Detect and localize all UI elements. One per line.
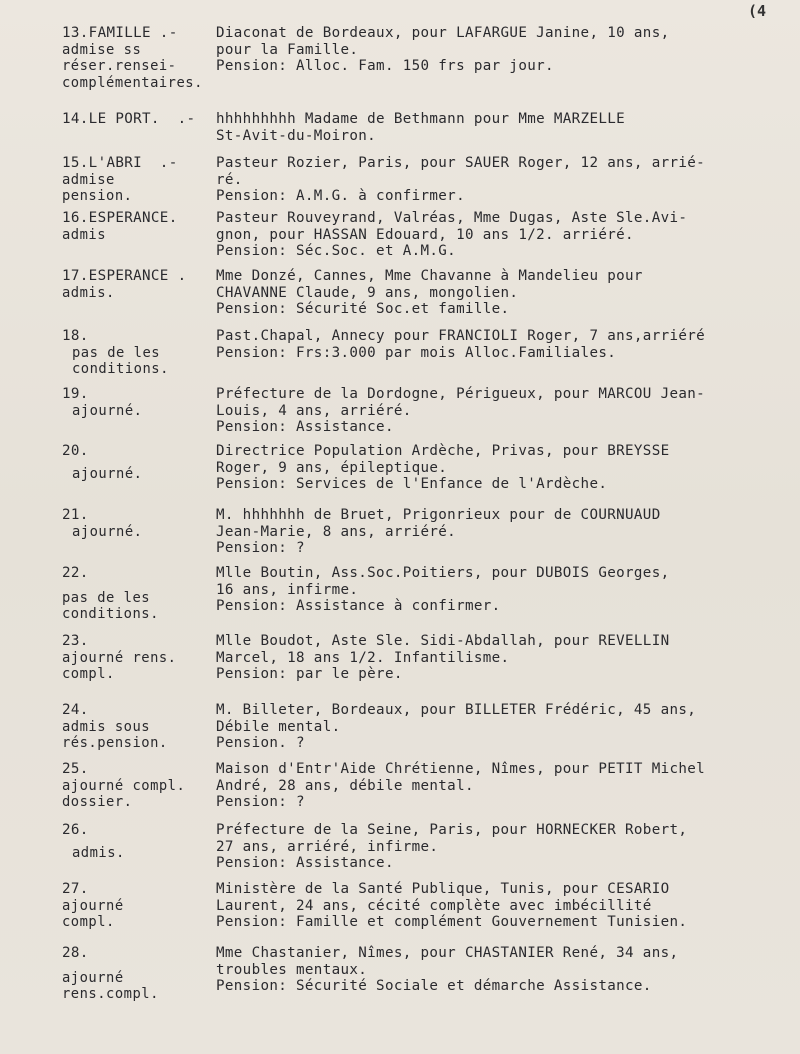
entry-status bbox=[62, 945, 214, 1003]
entry-text bbox=[216, 155, 776, 205]
entry-text-line: Pension: Sécurité Soc.et famille. bbox=[216, 301, 510, 317]
entry-text-line: Past.Chapal, Annecy pour FRANCIOLI Roger, 7 ans,arriéré bbox=[216, 328, 706, 344]
entry-text-line: gnon, pour HASSAN Edouard, 10 ans 1/2. arriéré. bbox=[216, 226, 634, 243]
entry-text-line: Pension: ? bbox=[216, 540, 305, 556]
entry-status-line: pas de les bbox=[72, 344, 161, 361]
entry-status bbox=[62, 881, 214, 931]
entry-status bbox=[62, 761, 214, 811]
entry-heading: 26. bbox=[62, 822, 89, 838]
entry-text-line: M. Billeter, Bordeaux, pour BILLETER Frédéric, 45 ans, bbox=[216, 702, 697, 718]
entry-text bbox=[216, 25, 776, 75]
entry-text-line: Mme Chastanier, Nîmes, pour CHASTANIER René, 34 ans, bbox=[216, 945, 679, 961]
entry-text bbox=[216, 565, 776, 615]
entry-heading: 27. bbox=[62, 881, 89, 897]
entry-text-line: Mme Donzé, Cannes, Mme Chavanne à Mandelieu pour bbox=[216, 268, 643, 284]
entry-status-line: rés.pension. bbox=[62, 735, 168, 751]
entry-heading: 13.FAMILLE .- bbox=[62, 25, 178, 41]
entry-text-line: Pension: Séc.Soc. et A.M.G. bbox=[216, 243, 457, 259]
entry-status-line: pas de les bbox=[62, 589, 151, 606]
entry-text-line: 27 ans, arriéré, infirme. bbox=[216, 838, 439, 855]
entry-heading: 24. bbox=[62, 702, 89, 718]
entry-heading: 22. bbox=[62, 565, 89, 581]
entry-status bbox=[62, 633, 214, 683]
entry-heading: 21. bbox=[62, 507, 89, 523]
entry-text-line: St-Avit-du-Moiron. bbox=[216, 127, 377, 144]
entry-status-line: ajourné bbox=[62, 969, 124, 986]
entry-status-line: compl. bbox=[62, 914, 115, 930]
entry-status-line: conditions. bbox=[62, 606, 159, 622]
entry-text-line: Débile mental. bbox=[216, 718, 341, 735]
entry-heading: 25. bbox=[62, 761, 89, 777]
entry-status-line: ajourné. bbox=[72, 523, 143, 540]
entry-text-line: Mlle Boudot, Aste Sle. Sidi-Abdallah, pour REVELLIN bbox=[216, 633, 670, 649]
entry-status-line: admis. bbox=[62, 284, 115, 301]
entry-status bbox=[62, 25, 214, 91]
entry-text-line: Marcel, 18 ans 1/2. Infantilisme. bbox=[216, 649, 510, 666]
entry-text-line: Préfecture de la Seine, Paris, pour HORNECKER Robert, bbox=[216, 822, 688, 838]
entry-text-line: Pension: Alloc. Fam. 150 frs par jour. bbox=[216, 58, 554, 74]
entry-status-line: ajourné. bbox=[72, 402, 143, 419]
entry-text-line: Laurent, 24 ans, cécité complète avec imbécillité bbox=[216, 897, 652, 914]
entry-status-line: admise ss bbox=[62, 41, 142, 58]
entry-text-line: hhhhhhhhh Madame de Bethmann pour Mme MARZELLE bbox=[216, 111, 626, 127]
entry-status bbox=[62, 268, 214, 301]
entry-text-line: Pension: Assistance. bbox=[216, 419, 394, 435]
entry-text bbox=[216, 111, 776, 144]
entry-text-line: Pension: Famille et complément Gouvernement Tunisien. bbox=[216, 914, 688, 930]
entry-text-line: CHAVANNE Claude, 9 ans, mongolien. bbox=[216, 284, 519, 301]
entry-status bbox=[62, 702, 214, 752]
entry-heading: 18. bbox=[62, 328, 89, 344]
entry-text-line: André, 28 ans, débile mental. bbox=[216, 777, 474, 794]
entry-text-line: Pension: A.M.G. à confirmer. bbox=[216, 188, 465, 204]
entry-status-line: ajourné bbox=[62, 897, 124, 914]
entry-status bbox=[62, 155, 214, 205]
entry-status bbox=[62, 328, 214, 378]
entry-text bbox=[216, 822, 776, 872]
page-number: (4 bbox=[747, 2, 766, 20]
entry-status bbox=[62, 210, 214, 243]
entry-text bbox=[216, 945, 776, 995]
entry-heading: 20. bbox=[62, 443, 89, 459]
entry-text-line: Pension: Frs:3.000 par mois Alloc.Familiales. bbox=[216, 344, 617, 361]
entry-status-line: réser.rensei- bbox=[62, 58, 177, 74]
entry-heading: 23. bbox=[62, 633, 89, 649]
entry-status bbox=[62, 111, 214, 128]
entry-status-line: admis bbox=[62, 226, 107, 243]
entry-heading: 16.ESPERANCE. bbox=[62, 210, 178, 226]
entry-text-line: Pension: ? bbox=[216, 794, 305, 810]
entry-text-line: Diaconat de Bordeaux, pour LAFARGUE Janine, 10 ans, bbox=[216, 25, 670, 41]
entry-text bbox=[216, 268, 776, 318]
entry-text bbox=[216, 507, 776, 557]
entry-text-line: Pension: Services de l'Enfance de l'Ardèche. bbox=[216, 476, 608, 492]
entry-status-line: dossier. bbox=[62, 794, 133, 810]
entry-text-line: Roger, 9 ans, épileptique. bbox=[216, 459, 448, 476]
entry-text-line: Directrice Population Ardèche, Privas, pour BREYSSE bbox=[216, 443, 670, 459]
entry-heading: 14.LE PORT. .- bbox=[62, 111, 196, 127]
entry-text-line: Pasteur Rouveyrand, Valréas, Mme Dugas, Aste Sle.Avi- bbox=[216, 210, 688, 226]
entry-text-line: Pension: par le père. bbox=[216, 666, 403, 682]
entry-status-line: ajourné. bbox=[72, 465, 143, 482]
entry-status-line: admise bbox=[62, 171, 115, 188]
entry-text bbox=[216, 210, 776, 260]
entry-text-line: troubles mentaux. bbox=[216, 961, 368, 978]
entry-text-line: Ministère de la Santé Publique, Tunis, pour CESARIO bbox=[216, 881, 670, 897]
entry-text bbox=[216, 386, 776, 436]
entry-heading: 28. bbox=[62, 945, 89, 961]
entry-status-line: complémentaires. bbox=[62, 74, 203, 91]
entry-text bbox=[216, 328, 776, 361]
entry-text-line: Pension: Sécurité Sociale et démarche Assistance. bbox=[216, 978, 652, 994]
entry-text-line: Pension: Assistance. bbox=[216, 855, 394, 871]
entry-heading: 15.L'ABRI .- bbox=[62, 155, 178, 171]
entry-status-line: pension. bbox=[62, 188, 133, 204]
entry-text bbox=[216, 761, 776, 811]
entry-status-line: admis sous bbox=[62, 718, 151, 735]
entry-status-line: ajourné compl. bbox=[62, 777, 186, 794]
entry-status bbox=[62, 565, 214, 623]
entry-text bbox=[216, 633, 776, 683]
entry-status bbox=[62, 507, 214, 540]
entry-text-line: Louis, 4 ans, arriéré. bbox=[216, 402, 412, 419]
entry-text-line: 16 ans, infirme. bbox=[216, 581, 359, 598]
entry-status-line: rens.compl. bbox=[62, 986, 159, 1002]
entry-status-line: conditions. bbox=[72, 361, 169, 377]
entry-text-line: ré. bbox=[216, 171, 243, 188]
entry-heading: 19. bbox=[62, 386, 89, 402]
entry-text bbox=[216, 443, 776, 493]
entry-text bbox=[216, 702, 776, 752]
entry-status-line: compl. bbox=[62, 666, 115, 682]
entry-status bbox=[62, 386, 214, 419]
entry-status-line: ajourné rens. bbox=[62, 649, 177, 666]
entry-text bbox=[216, 881, 776, 931]
entry-status-line: admis. bbox=[72, 844, 125, 861]
entry-text-line: Préfecture de la Dordogne, Périgueux, pour MARCOU Jean- bbox=[216, 386, 706, 402]
entry-text-line: pour la Famille. bbox=[216, 41, 359, 58]
entry-text-line: Pension. ? bbox=[216, 735, 305, 751]
entry-text-line: M. hhhhhhh de Bruet, Prigonrieux pour de COURNUAUD bbox=[216, 507, 661, 523]
entry-status bbox=[62, 443, 214, 482]
entry-text-line: Pasteur Rozier, Paris, pour SAUER Roger, 12 ans, arrié- bbox=[216, 155, 706, 171]
entry-text-line: Mlle Boutin, Ass.Soc.Poitiers, pour DUBOIS Georges, bbox=[216, 565, 670, 581]
entry-status bbox=[62, 822, 214, 861]
entry-heading: 17.ESPERANCE . bbox=[62, 268, 187, 284]
entry-text-line: Jean-Marie, 8 ans, arriéré. bbox=[216, 523, 457, 540]
entry-text-line: Maison d'Entr'Aide Chrétienne, Nîmes, pour PETIT Michel bbox=[216, 761, 706, 777]
entry-text-line: Pension: Assistance à confirmer. bbox=[216, 598, 501, 614]
